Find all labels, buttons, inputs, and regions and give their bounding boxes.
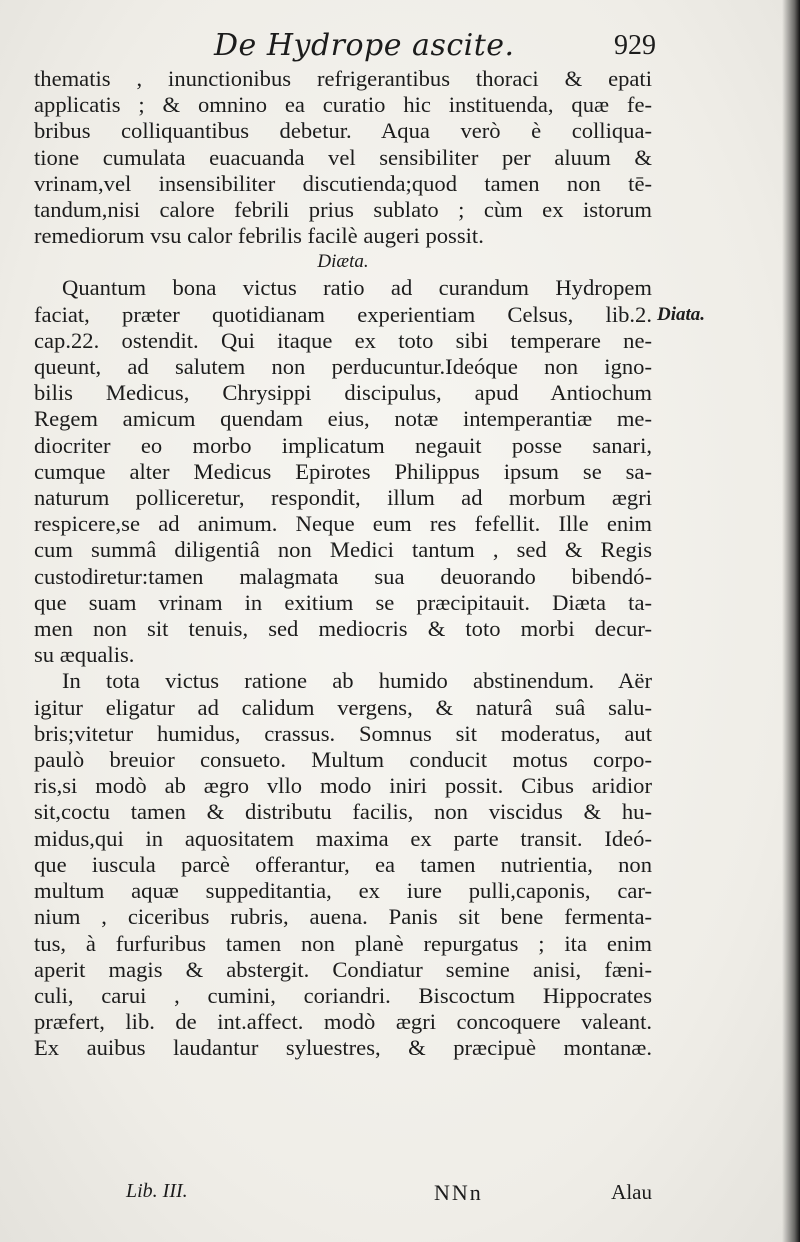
text-line: culi, carui , cumini, coriandri. Biscoctum Hippocrates	[34, 982, 652, 1008]
text-line: vrinam,vel insensibiliter discutienda;quod tamen non tē-	[34, 170, 652, 196]
text-line: Regem amicum quendam eius, notæ intemperantiæ me-	[34, 406, 652, 432]
text-line: Quantum bona victus ratio ad curandum Hydropem	[62, 275, 652, 301]
text-line: thematis , inunctionibus refrigerantibus thoraci & epati	[34, 66, 652, 91]
text-line: multum aquæ suppeditantia, ex iure pulli,caponis, car-	[34, 878, 652, 904]
page-edge-shadow	[782, 0, 800, 1242]
text-line: remediorum vsu calor febrilis facilè augeri possit.	[34, 223, 484, 249]
text-line: respicere,se ad animum. Neque eum res fefellit. Ille enim	[34, 511, 652, 537]
paragraph-1	[34, 66, 652, 249]
book-signature: Lib. III.	[126, 1180, 188, 1202]
text-line: præfert, lib. de int.affect. modò ægri concoquere valeant.	[34, 1009, 652, 1035]
text-line: Ex auibus laudantur syluestres, & præcipuè montanæ.	[34, 1035, 652, 1061]
text-line: queunt, ad salutem non perducuntur.Ideóque non igno-	[34, 354, 652, 380]
text-line: sit,coctu tamen & distributu facilis, non viscidus & hu-	[34, 799, 652, 825]
text-line: su æqualis.	[34, 642, 135, 668]
text-line: men non sit tenuis, sed mediocris & toto morbi decur-	[34, 616, 652, 642]
text-line: cum summâ diligentiâ non Medici tantum , sed & Regis	[34, 537, 652, 563]
text-line: naturum polliceretur, respondit, illum ad morbum ægri	[34, 485, 652, 511]
page-header	[36, 28, 656, 68]
text-line: cumque alter Medicus Epirotes Philippus ipsum se sa-	[34, 458, 652, 484]
text-line: que suam vrinam in exitium se præcipitauit. Diæta ta-	[34, 589, 652, 615]
page-footer	[34, 1180, 652, 1210]
text-line: nium , ciceribus rubris, auena. Panis sit bene fermenta-	[34, 904, 652, 930]
text-line: tus, à furfuribus tamen non planè repurgatus ; ita enim	[34, 930, 652, 956]
text-line: applicatis ; & omnino ea curatio hic instituenda, quæ fe-	[34, 92, 652, 118]
text-line: In tota victus ratione ab humido abstinendum. Aër	[62, 668, 652, 694]
text-line: paulò breuior consueto. Multum conducit motus corpo-	[34, 747, 652, 773]
text-line: igitur eligatur ad calidum vergens, & naturâ suâ salu-	[34, 694, 652, 720]
text-line: tione cumulata euacuanda vel sensibiliter per aluum &	[34, 144, 652, 170]
text-line: bilis Medicus, Chrysippi discipulus, apud Antiochum	[34, 380, 652, 406]
text-line: ris,si modò ab ægro vllo modo iniri possit. Cibus aridior	[34, 773, 652, 799]
running-head: De Hydrope ascite.	[214, 28, 515, 63]
text-line: aperit magis & abstergit. Condiatur semine anisi, fæni-	[34, 956, 652, 982]
text-line: midus,qui in aquositatem maxima ex parte transit. Ideó-	[34, 825, 652, 851]
catchword: Alau	[611, 1180, 652, 1204]
margin-note: Diata.	[657, 304, 706, 325]
text-line: tandum,nisi calore febrili prius sublato ; cùm ex istorum	[34, 197, 652, 223]
text-line: bris;vitetur humidus, crassus. Somnus sit moderatus, aut	[34, 720, 652, 746]
paragraph-3	[34, 668, 652, 1061]
text-line: faciat, præter quotidianam experientiam Celsus, lib.2.	[34, 301, 652, 327]
text-line: bribus colliquantibus debetur. Aqua verò è colliqua-	[34, 118, 652, 144]
text-line: cap.22. ostendit. Qui itaque ex toto sibi temperare ne-	[34, 327, 652, 353]
text-line: diocriter eo morbo implicatum negauit posse sanari,	[34, 432, 652, 458]
section-heading: Diæta.	[317, 251, 369, 273]
page-number: 929	[614, 30, 656, 61]
signature-mark: NNn	[434, 1180, 483, 1205]
paragraph-2	[34, 275, 652, 668]
text-line: que iuscula parcè offerantur, ea tamen nutrientia, non	[34, 851, 652, 877]
main-text	[34, 66, 652, 1062]
text-line: custodiretur:tamen malagmata sua deuorando bibendó-	[34, 563, 652, 589]
